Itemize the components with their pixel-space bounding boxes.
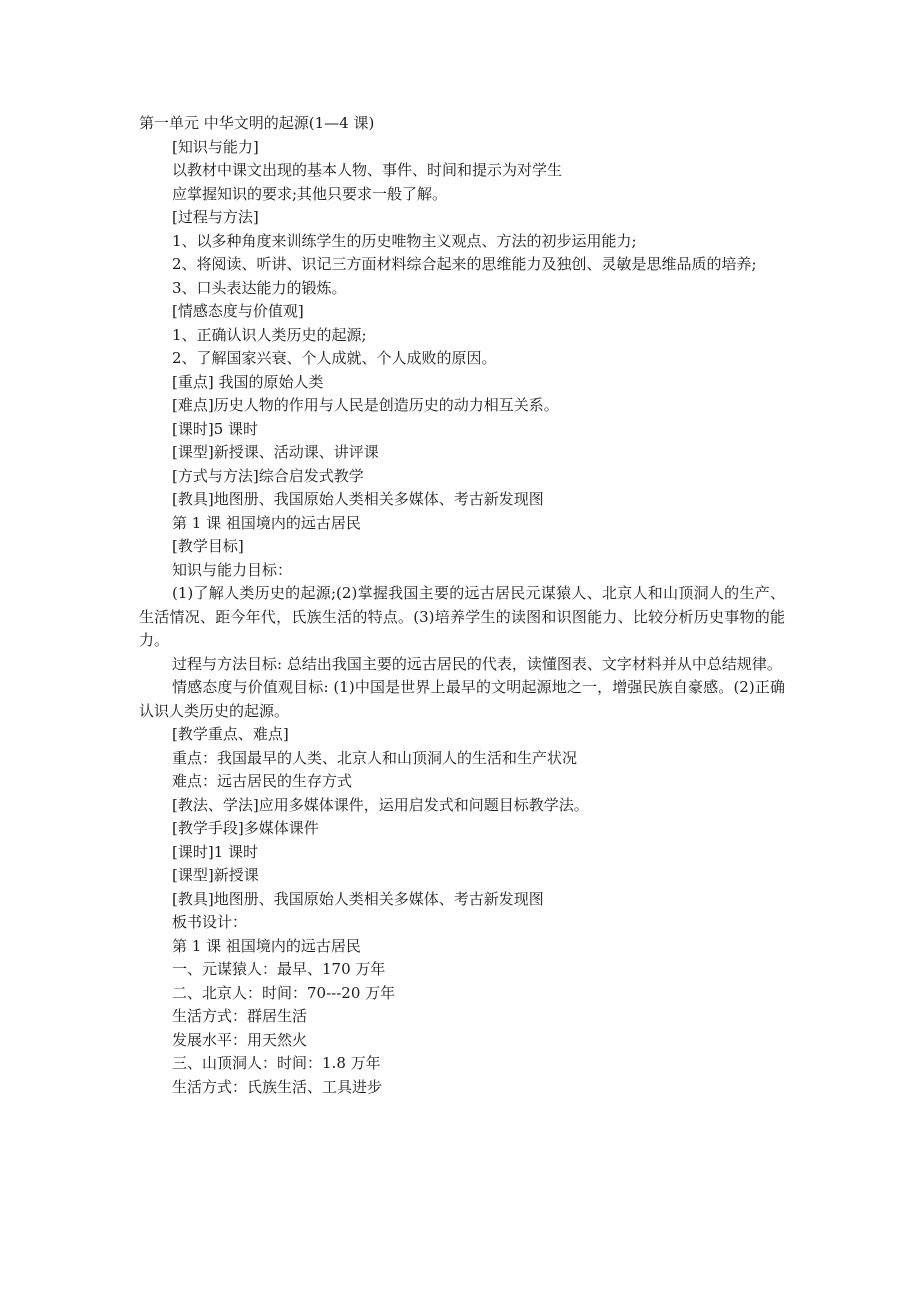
paragraph: 1、以多种角度来训练学生的历史唯物主义观点、方法的初步运用能力; <box>172 231 637 250</box>
paragraph: [方式与方法]综合启发式教学 <box>172 466 364 485</box>
paragraph: [课型]新授课 <box>172 866 259 884</box>
paragraph: [课时]5 课时 <box>172 419 259 438</box>
board-design-heading: 板书设计： <box>172 913 248 931</box>
paragraph: 3、口头表达能力的锻炼。 <box>172 278 347 297</box>
paragraph: [教具]地图册、我国原始人类相关多媒体、考古新发现图 <box>172 490 544 508</box>
board-item: 三、山顶洞人：时间：1.8 万年 <box>172 1054 381 1072</box>
board-lesson-title: 第 1 课 祖国境内的远古居民 <box>172 936 361 955</box>
board-item: 生活方式：群居生活 <box>172 1007 308 1025</box>
unit-title: 第一单元 中华文明的起源(1—4 课) <box>139 114 375 132</box>
paragraph: 过程与方法目标: 总结出我国主要的远古居民的代表，读懂图表、文字材料并从中总结规律。 <box>172 654 782 673</box>
paragraph: [难点]历史人物的作用与人民是创造历史的动力相互关系。 <box>172 396 559 414</box>
paragraph: 应掌握知识的要求;其他只要求一般了解。 <box>172 184 448 203</box>
paragraph: 以教材中课文出现的基本人物、事件、时间和提示为对学生 <box>172 161 563 179</box>
paragraph: [教法、学法]应用多媒体课件，运用启发式和问题目标教学法。 <box>172 795 589 814</box>
section-heading: [知识与能力] <box>172 137 259 156</box>
paragraph: 2、了解国家兴衰、个人成就、个人成败的原因。 <box>172 349 497 367</box>
lesson-title: 第 1 课 祖国境内的远古居民 <box>172 513 361 532</box>
paragraph: [课型]新授课、活动课、讲评课 <box>172 443 379 461</box>
paragraph: [教具]地图册、我国原始人类相关多媒体、考古新发现图 <box>172 889 544 908</box>
paragraph: [课时]1 课时 <box>172 842 259 861</box>
paragraph: 1、正确认识人类历史的起源; <box>172 325 367 344</box>
document-body <box>139 112 785 1099</box>
board-item: 生活方式：氏族生活、工具进步 <box>172 1077 383 1096</box>
section-heading: [情感态度与价值观] <box>172 302 304 320</box>
paragraph: 情感态度与价值观目标: (1)中国是世界上最早的文明起源地之一，增强民族自豪感。(2)正确认识人类历史的起源。 <box>139 678 785 720</box>
paragraph: 重点：我国最早的人类、北京人和山顶洞人的生活和生产状况 <box>172 748 578 767</box>
board-item: 二、北京人：时间：70---20 万年 <box>172 983 396 1002</box>
paragraph: 知识与能力目标： <box>172 560 293 579</box>
paragraph: 难点：远古居民的生存方式 <box>172 772 353 790</box>
board-item: 一、元谋猿人：最早、170 万年 <box>172 960 386 978</box>
paragraph: 2、将阅读、听讲、识记三方面材料综合起来的思维能力及独创、灵敏是思维品质的培养; <box>172 255 757 273</box>
paragraph: [重点] 我国的原始人类 <box>172 372 324 391</box>
board-item: 发展水平：用天然火 <box>172 1030 308 1049</box>
section-heading: [教学重点、难点] <box>172 725 289 743</box>
paragraph: [教学手段]多媒体课件 <box>172 819 319 837</box>
paragraph: (1)了解人类历史的起源;(2)掌握我国主要的远古居民元谋猿人、北京人和山顶洞人的生产、生活情况、距今年代，氏族生活的特点。(3)培养学生的读图和识图能力、比较分析历史事物的能力。 <box>139 584 785 649</box>
section-heading: [过程与方法] <box>172 208 259 226</box>
section-heading: [教学目标] <box>172 537 244 555</box>
